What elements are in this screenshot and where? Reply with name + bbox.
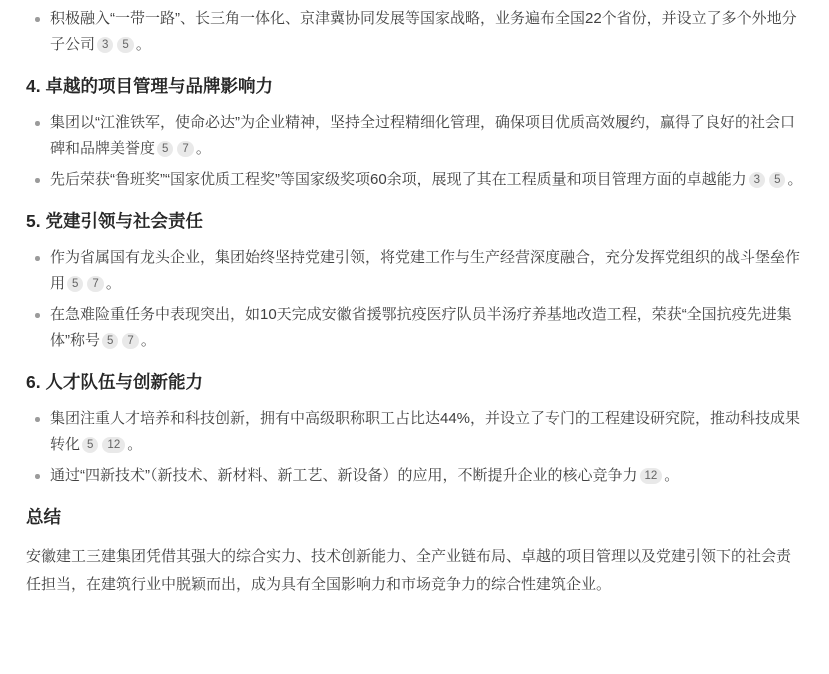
bullet-text: 通过“四新技术”（新技术、新材料、新工艺、新设备）的应用，不断提升企业的核心竞争力	[50, 467, 638, 484]
bullet-list	[26, 406, 803, 489]
citation-badge[interactable]: 7	[87, 276, 103, 292]
bullet-period: 。	[127, 436, 143, 453]
bullet-list	[26, 6, 803, 58]
response-flow	[26, 6, 803, 489]
section-heading: 5. 党建引领与社会责任	[26, 211, 203, 231]
bullet-item	[26, 110, 803, 162]
bullet-text: 作为省属国有龙头企业，集团始终坚持党建引领，将党建工作与生产经营深度融合，充分发挥党组织的战斗堡垒作用	[50, 249, 801, 292]
bullet-list	[26, 245, 803, 354]
citation-badge[interactable]: 12	[640, 468, 663, 484]
bullet-period: 。	[140, 332, 156, 349]
citation-badge[interactable]: 5	[769, 172, 785, 188]
section-heading: 4. 卓越的项目管理与品牌影响力	[26, 76, 273, 96]
citation-badge[interactable]: 7	[122, 333, 138, 349]
bullet-text: 集团注重人才培养和科技创新，拥有中高级职称职工占比达44%，并设立了专门的工程建设研究院，推动科技成果转化	[50, 410, 801, 453]
summary-paragraph: 安徽建工三建集团凭借其强大的综合实力、技术创新能力、全产业链布局、卓越的项目管理以及党建引领下的社会责任担当，在建筑行业中脱颖而出，成为具有全国影响力和市场竞争力的综合性建筑企业。	[26, 548, 792, 593]
citation-badge[interactable]: 3	[97, 37, 113, 53]
bullet-period: 。	[135, 36, 151, 53]
bullet-item	[26, 302, 803, 354]
bullet-item	[26, 167, 803, 193]
section-heading: 6. 人才队伍与创新能力	[26, 372, 203, 392]
bullet-period: 。	[105, 275, 121, 292]
bullet-period: 。	[664, 467, 680, 484]
bullet-text: 在急难险重任务中表现突出，如10天完成安徽省援鄂抗疫医疗队员半汤疗养基地改造工程，荣获“全国抗疫先进集体”称号	[50, 306, 792, 349]
summary-heading: 总结	[26, 507, 61, 527]
citation-badge[interactable]: 5	[82, 437, 98, 453]
bullet-text: 集团以“江淮铁军，使命必达”为企业精神，坚持全过程精细化管理，确保项目优质高效履约，赢得了良好的社会口碑和品牌美誉度	[50, 114, 795, 157]
bullet-list	[26, 110, 803, 193]
bullet-item	[26, 463, 803, 489]
bullet-text: 先后荣获“鲁班奖”“国家优质工程奖”等国家级奖项60余项，展现了其在工程质量和项目管理方面的卓越能力	[50, 171, 747, 188]
citation-badge[interactable]: 3	[749, 172, 765, 188]
citation-badge[interactable]: 5	[67, 276, 83, 292]
citation-badge[interactable]: 5	[102, 333, 118, 349]
citation-badge[interactable]: 7	[177, 141, 193, 157]
bullet-item	[26, 245, 803, 297]
bullet-period: 。	[195, 140, 211, 157]
bullet-period: 。	[787, 171, 803, 188]
citation-badge[interactable]: 12	[102, 437, 125, 453]
citation-badge[interactable]: 5	[117, 37, 133, 53]
bullet-text: 积极融入“一带一路”、长三角一体化、京津冀协同发展等国家战略，业务遍布全国22个省份，并设立了多个外地分子公司	[50, 10, 797, 53]
bullet-item	[26, 406, 803, 458]
citation-badge[interactable]: 5	[157, 141, 173, 157]
bullet-item	[26, 6, 803, 58]
